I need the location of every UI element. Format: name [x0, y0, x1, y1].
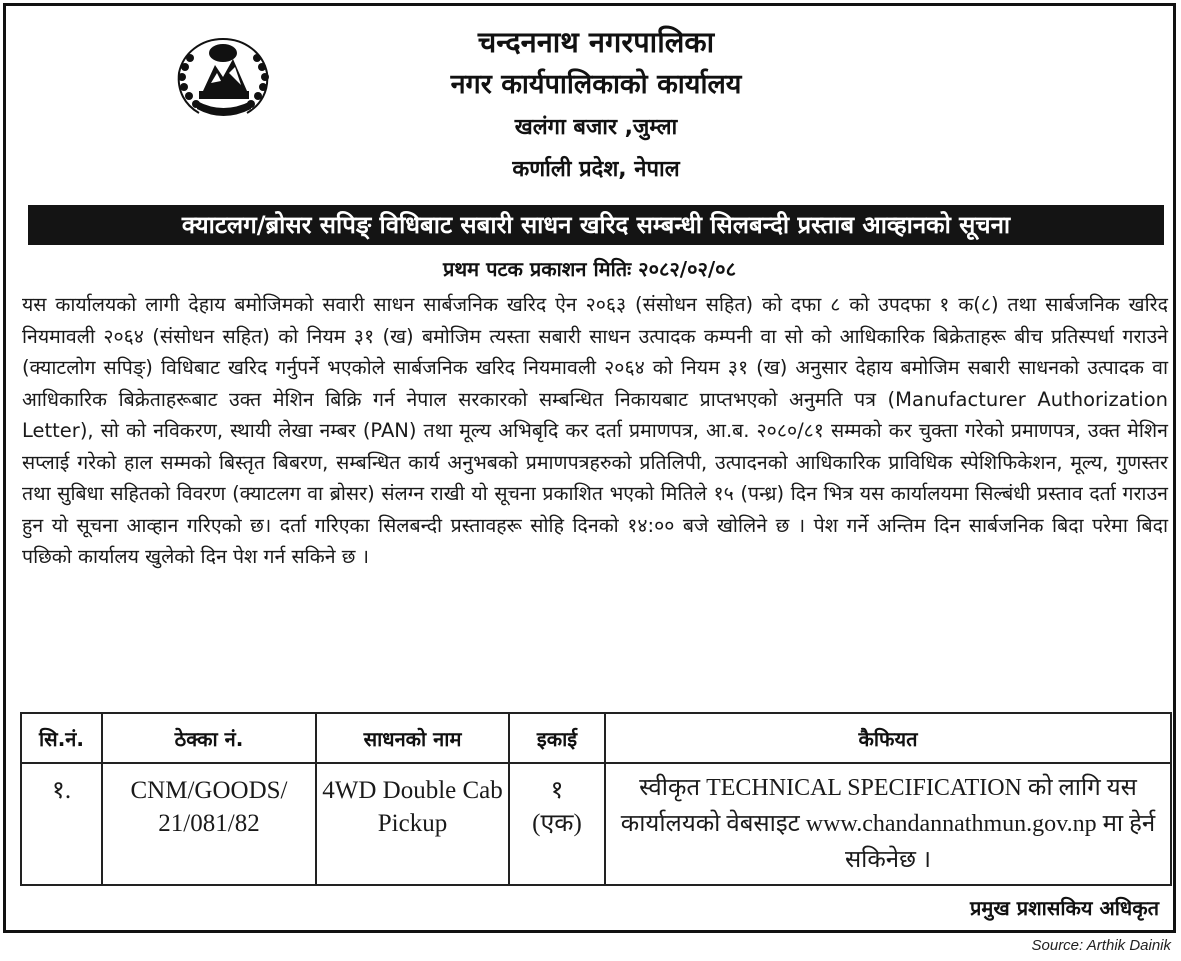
cell-remarks: स्वीकृत TECHNICAL SPECIFICATION को लागि यस कार्यालयको वेबसाइट www.chandannathmun.gov.np मा हेर्न सकिनेछ ।	[605, 763, 1171, 885]
notice-title: क्याटलग/ब्रोसर सपिङ् विधिबाट सबारी साधन खरिद सम्बन्धी सिलबन्दी प्रस्ताब आव्हानको सूचना	[28, 205, 1164, 245]
cell-serial: १.	[21, 763, 102, 885]
municipality-name: चन्दननाथ नगरपालिका	[477, 25, 715, 59]
procurement-table	[20, 712, 1172, 886]
col-serial-header: सि.नं.	[21, 713, 102, 763]
office-address: खलंगा बजार ,जुम्ला	[514, 115, 678, 140]
col-unit-header: इकाई	[509, 713, 605, 763]
unit-word: (एक)	[532, 810, 582, 837]
cell-item-name: 4WD Double Cab Pickup	[316, 763, 509, 885]
nepal-government-emblem-icon	[171, 31, 276, 126]
office-header	[306, 20, 886, 190]
publication-date: प्रथम पटक प्रकाशन मितिः २०८२/०२/०८	[443, 257, 736, 281]
cell-contract-no: CNM/GOODS/ 21/081/82	[102, 763, 316, 885]
cell-unit	[509, 763, 605, 885]
col-remarks-header: कैफियत	[605, 713, 1171, 763]
col-contract-header: ठेक्का नं.	[102, 713, 316, 763]
notice-frame	[3, 3, 1176, 933]
signatory: प्रमुख प्रशासकिय अधिकृत	[970, 896, 1159, 920]
office-province: कर्णाली प्रदेश, नेपाल	[512, 157, 680, 182]
source-credit: Source: Arthik Dainik	[1031, 937, 1171, 954]
col-item-header: साधनको नाम	[316, 713, 509, 763]
table-header-row	[21, 713, 1171, 763]
unit-number: १	[550, 777, 564, 804]
notice-body: यस कार्यालयको लागी देहाय बमोजिमको सवारी साधन सार्बजनिक खरिद ऐन २०६३ (संसोधन सहित) को दफा ८ को उपदफा १ क(८) तथा सार्बजनिक खरिद नियमावली २०६४ (संसोधन सहित) को नियम ३१ (ख) बमोजिम त्यस्ता सबारी साधन उत्पादक कम्पनी वा सो को आधिकारिक बिक्रेताहरू बीच प्रतिस्पर्धा गराउने (क्याटलोग सपिङ्) विधिबाट खरिद गर्नुपर्ने भएकोले सार्बजनिक खरिद नियमावली २०६४ को नियम ३१ (ख) अनुसार देहाय बमोजिम सबारी साधनको उत्पादक वा आधिकारिक बिक्रेताहरूबाट उक्त मेशिन बिक्रि गर्न नेपाल सरकारको सम्बन्धित निकायबाट प्राप्तभएको अनुमति पत्र (Manufacturer Authorization Letter), सो को नविकरण, स्थायी लेखा नम्बर (PAN) तथा मूल्य अभिबृदि कर दर्ता प्रमाणपत्र, आ.ब. २०८०/८१ सम्मको कर चुक्ता गरेको प्रमाणपत्र, उक्त मेशिन सप्लाई गरेको हाल सम्मको बिस्तृत बिबरण, सम्बन्धित कार्य अनुभबको प्रमाणपत्रहरुको प्रतिलिपी, उत्पादनको आधिकारिक प्राविधिक स्पेशिफिकेशन, मूल्य, गुणस्तर तथा सुबिधा सहितको विवरण (क्याटलग वा ब्रोसर) संलग्न राखी यो सूचना प्रकाशित भएको मितिले १५ (पन्ध्र) दिन भित्र यस कार्यालयमा सिल्बंधी प्रस्ताव दर्ता गराउन हुन यो सूचना आव्हान गरिएको छ। दर्ता गरिएका सिलबन्दी प्रस्तावहरू सोहि दिनको १४:०० बजे खोलिने छ । पेश गर्ने अन्तिम दिन सार्बजनिक बिदा परेमा बिदा पछिको कार्यालय खुलेको दिन पेश गर्न सकिने छ ।	[22, 293, 1168, 568]
office-name: नगर कार्यपालिकाको कार्यालय	[450, 69, 742, 100]
table-row	[21, 763, 1171, 885]
